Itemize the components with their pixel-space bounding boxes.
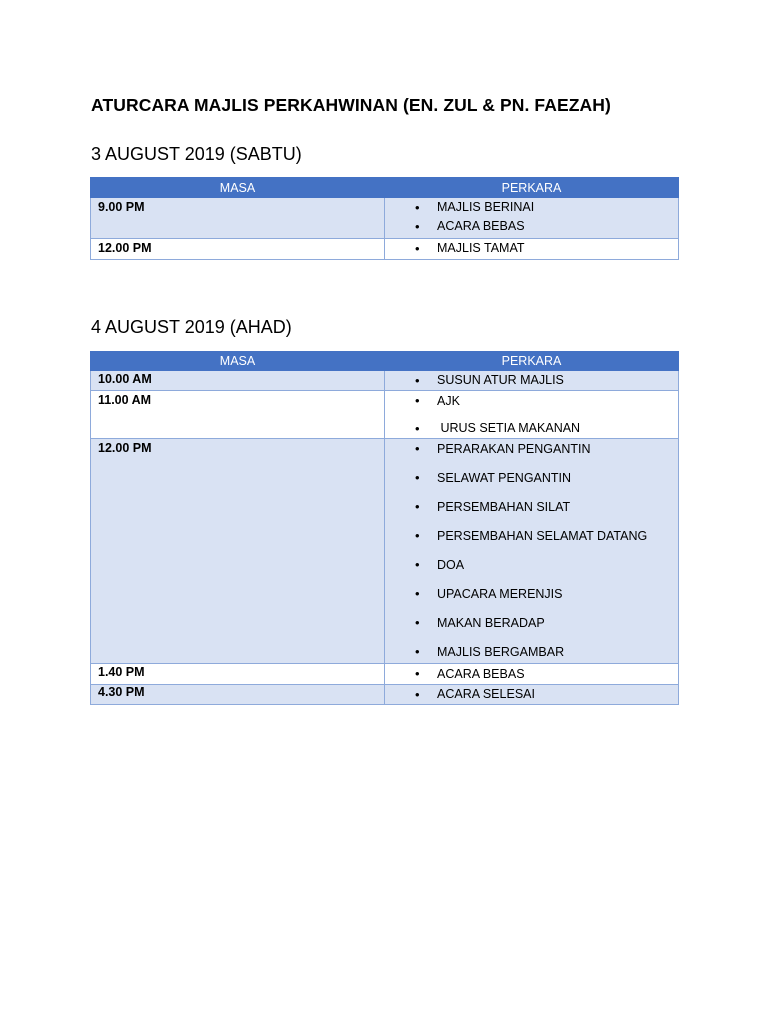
bullet-icon: • <box>415 470 420 485</box>
activity-list <box>415 239 678 258</box>
table-row <box>91 239 679 260</box>
list-item <box>415 685 678 704</box>
activity-label: MAJLIS TAMAT <box>437 241 525 255</box>
activity-label: ACARA SELESAI <box>437 687 535 701</box>
table-row <box>91 198 679 239</box>
document-title: ATURCARA MAJLIS PERKAHWINAN (EN. ZUL & PN. FAEZAH) <box>91 95 611 115</box>
activity-label: ACARA BEBAS <box>437 667 525 681</box>
activity-label: URUS SETIA MAKANAN <box>437 421 581 435</box>
list-item <box>415 419 678 438</box>
activity-label: MAJLIS BERINAI <box>437 200 535 214</box>
activity-label: DOA <box>437 558 465 572</box>
bullet-icon: • <box>415 393 420 408</box>
column-header-perkara: PERKARA <box>385 352 679 371</box>
list-item <box>415 642 678 662</box>
list-item <box>415 664 678 684</box>
column-header-masa: MASA <box>91 352 385 371</box>
activity-list <box>415 685 678 704</box>
activity-label: PERSEMBAHAN SELAMAT DATANG <box>437 529 648 543</box>
activity-cell <box>385 239 679 260</box>
bullet-icon: • <box>415 615 420 630</box>
bullet-icon: • <box>415 644 420 659</box>
time-cell: 9.00 PM <box>91 198 385 239</box>
activity-label: AJK <box>437 394 460 408</box>
bullet-icon: • <box>415 441 420 456</box>
time-cell: 11.00 AM <box>91 391 385 439</box>
activity-list <box>415 439 678 662</box>
activity-list <box>415 664 678 684</box>
list-item <box>415 391 678 419</box>
bullet-icon: • <box>415 421 420 436</box>
bullet-icon: • <box>415 666 420 681</box>
activity-label: PERSEMBAHAN SILAT <box>437 500 571 514</box>
list-item <box>415 198 678 217</box>
list-item <box>415 526 678 555</box>
activity-label: ACARA BEBAS <box>437 219 525 233</box>
list-item <box>415 239 678 258</box>
activity-label: MAJLIS BERGAMBAR <box>437 645 565 659</box>
bullet-icon: • <box>415 499 420 514</box>
list-item <box>415 217 678 236</box>
activity-label: MAKAN BERADAP <box>437 616 545 630</box>
column-header-perkara: PERKARA <box>385 178 679 198</box>
bullet-icon: • <box>415 373 420 388</box>
bullet-icon: • <box>415 687 420 702</box>
activity-label: SUSUN ATUR MAJLIS <box>437 373 564 387</box>
table-row <box>91 439 679 664</box>
time-cell: 12.00 PM <box>91 439 385 664</box>
list-item <box>415 555 678 584</box>
activity-list <box>415 198 678 236</box>
activity-list <box>415 391 678 438</box>
time-cell: 12.00 PM <box>91 239 385 260</box>
list-item <box>415 468 678 497</box>
list-item <box>415 371 678 390</box>
table-row <box>91 664 679 685</box>
bullet-icon: • <box>415 241 420 256</box>
activity-label: SELAWAT PENGANTIN <box>437 471 572 485</box>
schedule-table-day-2 <box>90 351 679 705</box>
bullet-icon: • <box>415 557 420 572</box>
activity-cell <box>385 371 679 391</box>
column-header-masa: MASA <box>91 178 385 198</box>
activity-cell <box>385 198 679 239</box>
list-item <box>415 584 678 613</box>
activity-label: PERARAKAN PENGANTIN <box>437 442 591 456</box>
time-cell: 10.00 AM <box>91 371 385 391</box>
activity-list <box>415 371 678 390</box>
date-heading-day-1: 3 AUGUST 2019 (SABTU) <box>91 144 302 164</box>
list-item <box>415 439 678 468</box>
table-row <box>91 371 679 391</box>
list-item <box>415 497 678 526</box>
list-item <box>415 613 678 642</box>
time-cell: 1.40 PM <box>91 664 385 685</box>
schedule-table-day-1 <box>90 177 679 260</box>
time-cell: 4.30 PM <box>91 685 385 705</box>
bullet-icon: • <box>415 586 420 601</box>
table-row <box>91 391 679 439</box>
table-row <box>91 685 679 705</box>
activity-cell <box>385 664 679 685</box>
activity-cell <box>385 685 679 705</box>
bullet-icon: • <box>415 219 420 234</box>
activity-label: UPACARA MERENJIS <box>437 587 563 601</box>
bullet-icon: • <box>415 200 420 215</box>
bullet-icon: • <box>415 528 420 543</box>
date-heading-day-2: 4 AUGUST 2019 (AHAD) <box>91 317 292 337</box>
activity-cell <box>385 439 679 664</box>
activity-cell <box>385 391 679 439</box>
